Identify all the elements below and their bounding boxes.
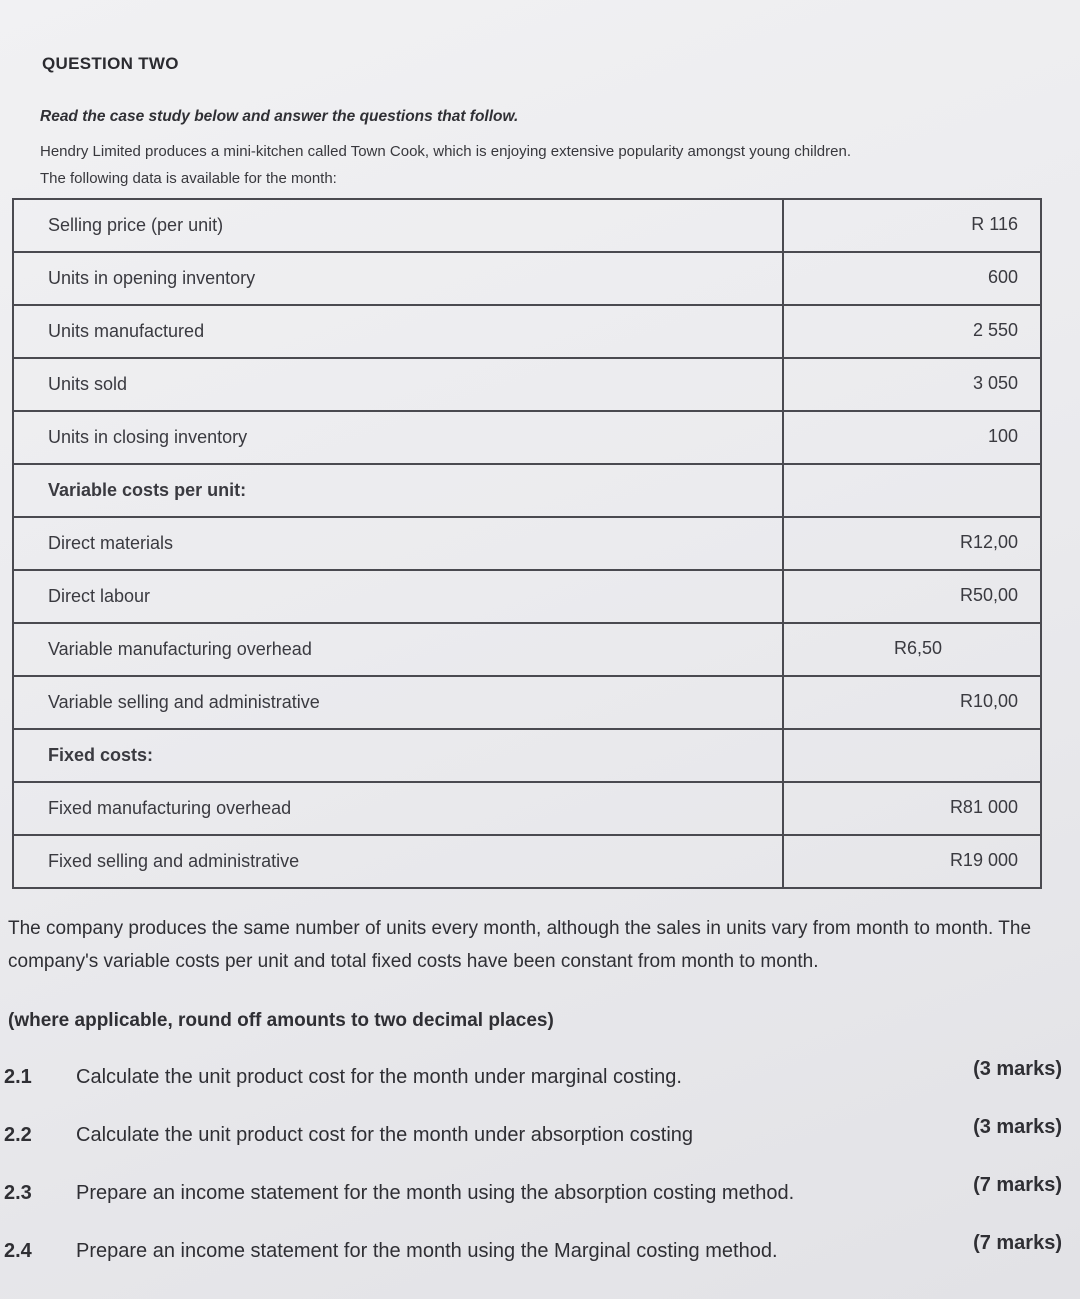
row-value: 600 bbox=[783, 252, 1041, 305]
table-row bbox=[13, 835, 1041, 888]
question-item bbox=[0, 1058, 1072, 1096]
question-number: 2.2 bbox=[4, 1124, 32, 1146]
table-row bbox=[13, 464, 1041, 517]
question-number: 2.3 bbox=[4, 1182, 32, 1204]
row-value: R6,50 bbox=[783, 623, 1041, 676]
question-text: Prepare an income statement for the month using the absorption costing method. bbox=[76, 1182, 795, 1204]
row-label: Selling price (per unit) bbox=[13, 199, 783, 252]
table-row bbox=[13, 729, 1041, 782]
question-text: Calculate the unit product cost for the month under absorption costing bbox=[76, 1124, 694, 1146]
row-value bbox=[783, 729, 1041, 782]
row-label: Variable selling and administrative bbox=[13, 676, 783, 729]
question-heading: QUESTION TWO bbox=[42, 54, 179, 73]
table-row bbox=[13, 782, 1041, 835]
row-label: Units sold bbox=[13, 358, 783, 411]
question-marks: (7 marks) bbox=[973, 1174, 1062, 1196]
row-value: R12,00 bbox=[783, 517, 1041, 570]
intro-text bbox=[40, 138, 1000, 192]
row-label: Direct materials bbox=[13, 517, 783, 570]
row-value: 100 bbox=[783, 411, 1041, 464]
question-text: Prepare an income statement for the month using the Marginal costing method. bbox=[76, 1240, 778, 1262]
row-value: 3 050 bbox=[783, 358, 1041, 411]
rounding-note: (where applicable, round off amounts to two decimal places) bbox=[8, 1010, 554, 1031]
question-text: Calculate the unit product cost for the month under marginal costing. bbox=[76, 1066, 682, 1088]
row-label: Units manufactured bbox=[13, 305, 783, 358]
question-number: 2.1 bbox=[4, 1066, 32, 1088]
row-label: Units in closing inventory bbox=[13, 411, 783, 464]
data-table bbox=[12, 198, 1042, 889]
section-label: Variable costs per unit: bbox=[13, 464, 783, 517]
table-row bbox=[13, 358, 1041, 411]
question-marks: (3 marks) bbox=[973, 1116, 1062, 1138]
row-label: Fixed selling and administrative bbox=[13, 835, 783, 888]
row-label: Variable manufacturing overhead bbox=[13, 623, 783, 676]
row-value: R81 000 bbox=[783, 782, 1041, 835]
row-value: R50,00 bbox=[783, 570, 1041, 623]
question-item bbox=[0, 1174, 1072, 1212]
question-marks: (7 marks) bbox=[973, 1232, 1062, 1254]
row-value: R10,00 bbox=[783, 676, 1041, 729]
table-row bbox=[13, 676, 1041, 729]
row-label: Direct labour bbox=[13, 570, 783, 623]
question-item bbox=[0, 1232, 1072, 1270]
table-row bbox=[13, 570, 1041, 623]
section-label: Fixed costs: bbox=[13, 729, 783, 782]
table-row bbox=[13, 252, 1041, 305]
row-label: Units in opening inventory bbox=[13, 252, 783, 305]
intro-line-1: Hendry Limited produces a mini-kitchen called Town Cook, which is enjoying extensive popularity amongst young children. bbox=[40, 143, 851, 160]
table-row bbox=[13, 199, 1041, 252]
question-marks: (3 marks) bbox=[973, 1058, 1062, 1080]
table-row bbox=[13, 305, 1041, 358]
intro-line-2: The following data is available for the month: bbox=[40, 170, 337, 187]
question-item bbox=[0, 1116, 1072, 1154]
row-label: Fixed manufacturing overhead bbox=[13, 782, 783, 835]
instruction-text: Read the case study below and answer the questions that follow. bbox=[40, 108, 519, 125]
table-row bbox=[13, 623, 1041, 676]
row-value: R 116 bbox=[783, 199, 1041, 252]
table-row bbox=[13, 517, 1041, 570]
row-value: R19 000 bbox=[783, 835, 1041, 888]
row-value: 2 550 bbox=[783, 305, 1041, 358]
row-value bbox=[783, 464, 1041, 517]
question-number: 2.4 bbox=[4, 1240, 32, 1262]
table-row bbox=[13, 411, 1041, 464]
description-paragraph: The company produces the same number of units every month, although the sales in units vary from month to month. The company's variable costs per unit and total fixed costs have been constant from month to month. bbox=[8, 918, 1032, 972]
